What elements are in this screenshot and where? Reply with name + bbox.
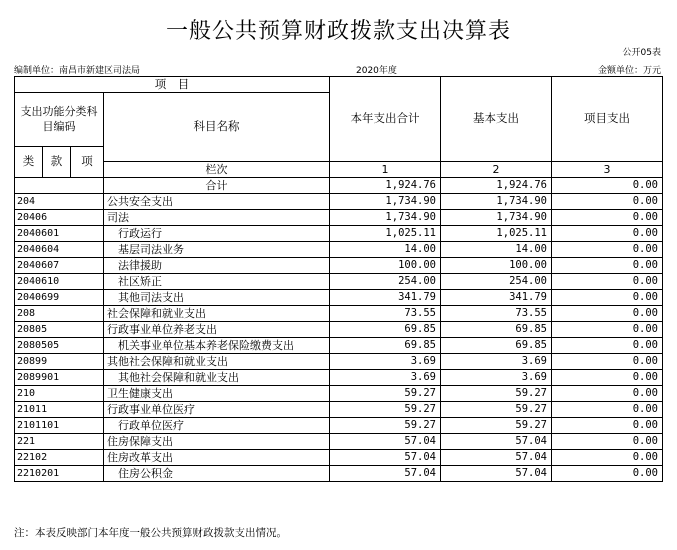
table-row [15,273,663,289]
row-project: 0.00 [552,401,663,417]
row-code: 2040699 [15,289,104,305]
table-row [15,321,663,337]
footnote: 注：本表反映部门本年度一般公共预算财政拨款支出情况。 [14,527,287,539]
meta-row [14,63,661,75]
row-code: 208 [15,305,104,321]
row-subject-name: 行政单位医疗 [104,417,330,433]
sum-total: 1,924.76 [330,177,441,193]
row-code: 2040601 [15,225,104,241]
header-kuan: 款 [43,146,71,177]
row-code: 204 [15,193,104,209]
row-subject-name: 其他司法支出 [104,289,330,305]
row-project: 0.00 [552,209,663,225]
row-total: 341.79 [330,289,441,305]
row-total: 14.00 [330,241,441,257]
header-col3: 3 [552,161,663,177]
row-basic: 59.27 [441,401,552,417]
row-basic: 69.85 [441,321,552,337]
row-subject-name: 卫生健康支出 [104,385,330,401]
row-basic: 1,025.11 [441,225,552,241]
row-code: 2080505 [15,337,104,353]
table-row [15,337,663,353]
table-row [15,241,663,257]
row-total: 3.69 [330,353,441,369]
header-total: 本年支出合计 [330,77,441,162]
row-total: 59.27 [330,385,441,401]
row-project: 0.00 [552,273,663,289]
table-row [15,289,663,305]
row-code: 221 [15,433,104,449]
row-basic: 100.00 [441,257,552,273]
row-code: 20805 [15,321,104,337]
row-total: 57.04 [330,433,441,449]
row-code: 2040610 [15,273,104,289]
row-subject-name: 社会保障和就业支出 [104,305,330,321]
row-project: 0.00 [552,385,663,401]
row-total: 73.55 [330,305,441,321]
row-subject-name: 机关事业单位基本养老保险缴费支出 [104,337,330,353]
header-project-expenditure: 项目支出 [552,77,663,162]
row-basic: 69.85 [441,337,552,353]
row-total: 3.69 [330,369,441,385]
row-project: 0.00 [552,449,663,465]
row-subject-name: 住房保障支出 [104,433,330,449]
row-subject-name: 住房公积金 [104,465,330,481]
fiscal-year: 2020年度 [356,66,397,76]
row-total: 100.00 [330,257,441,273]
row-basic: 59.27 [441,385,552,401]
sum-basic: 1,924.76 [441,177,552,193]
row-subject-name: 社区矫正 [104,273,330,289]
row-code: 2089901 [15,369,104,385]
row-subject-name: 法律援助 [104,257,330,273]
row-total: 57.04 [330,465,441,481]
header-colnum-label: 栏次 [104,161,330,177]
row-basic: 73.55 [441,305,552,321]
row-basic: 57.04 [441,465,552,481]
row-subject-name: 司法 [104,209,330,225]
table-row [15,465,663,481]
row-project: 0.00 [552,465,663,481]
row-project: 0.00 [552,337,663,353]
table-row [15,225,663,241]
row-subject-name: 公共安全支出 [104,193,330,209]
row-total: 57.04 [330,449,441,465]
table-row [15,385,663,401]
row-total: 254.00 [330,273,441,289]
table-row [15,449,663,465]
sum-project: 0.00 [552,177,663,193]
table-row [15,209,663,225]
header-col2: 2 [441,161,552,177]
header-func-code-text: 支出功能分类科目编码 [20,105,98,134]
row-subject-name: 行政事业单位养老支出 [104,321,330,337]
row-total: 1,734.90 [330,193,441,209]
row-basic: 1,734.90 [441,193,552,209]
row-subject-name: 其他社会保障和就业支出 [104,353,330,369]
header-func-code [15,93,104,147]
row-basic: 341.79 [441,289,552,305]
header-lei: 类 [15,146,43,177]
row-basic: 57.04 [441,433,552,449]
table-row [15,401,663,417]
row-subject-name: 行政事业单位医疗 [104,401,330,417]
row-project: 0.00 [552,225,663,241]
row-code: 20406 [15,209,104,225]
page-title: 一般公共预算财政拨款支出决算表 [165,19,511,44]
row-subject-name: 行政运行 [104,225,330,241]
row-code: 2040607 [15,257,104,273]
row-basic: 3.69 [441,353,552,369]
header-xiang: 项 [71,146,104,177]
row-basic: 14.00 [441,241,552,257]
row-project: 0.00 [552,257,663,273]
header-row-project [15,77,663,93]
sum-code-blank [15,177,104,193]
row-project: 0.00 [552,433,663,449]
row-basic: 1,734.90 [441,209,552,225]
row-total: 1,025.11 [330,225,441,241]
header-row-colnum [15,161,663,177]
row-total: 59.27 [330,401,441,417]
row-code: 210 [15,385,104,401]
header-basic: 基本支出 [441,77,552,162]
row-basic: 57.04 [441,449,552,465]
sum-label: 合计 [104,177,330,193]
table-row [15,305,663,321]
table-row [15,369,663,385]
row-code: 2101101 [15,417,104,433]
amount-unit: 金额单位：万元 [597,66,661,76]
row-project: 0.00 [552,289,663,305]
row-project: 0.00 [552,321,663,337]
row-project: 0.00 [552,353,663,369]
row-project: 0.00 [552,369,663,385]
row-basic: 254.00 [441,273,552,289]
row-project: 0.00 [552,305,663,321]
table-row [15,433,663,449]
table-row [15,417,663,433]
expenditure-table [14,76,663,482]
row-subject-name: 基层司法业务 [104,241,330,257]
table-row [15,193,663,209]
row-basic: 3.69 [441,369,552,385]
compiling-unit: 编制单位：南昌市新建区司法局 [14,66,141,76]
row-total: 69.85 [330,337,441,353]
row-total: 1,734.90 [330,209,441,225]
row-project: 0.00 [552,417,663,433]
header-col1: 1 [330,161,441,177]
row-basic: 59.27 [441,417,552,433]
row-total: 69.85 [330,321,441,337]
row-subject-name: 住房改革支出 [104,449,330,465]
row-code: 2040604 [15,241,104,257]
header-project: 项 目 [15,77,330,93]
row-total: 59.27 [330,417,441,433]
table-row [15,353,663,369]
row-project: 0.00 [552,193,663,209]
row-code: 2210201 [15,465,104,481]
row-subject-name: 其他社会保障和就业支出 [104,369,330,385]
sum-row [15,177,663,193]
row-code: 21011 [15,401,104,417]
row-code: 22102 [15,449,104,465]
form-code: 公开05表 [622,48,661,58]
table-row [15,257,663,273]
row-code: 20899 [15,353,104,369]
row-project: 0.00 [552,241,663,257]
header-subject-name: 科目名称 [104,93,330,162]
